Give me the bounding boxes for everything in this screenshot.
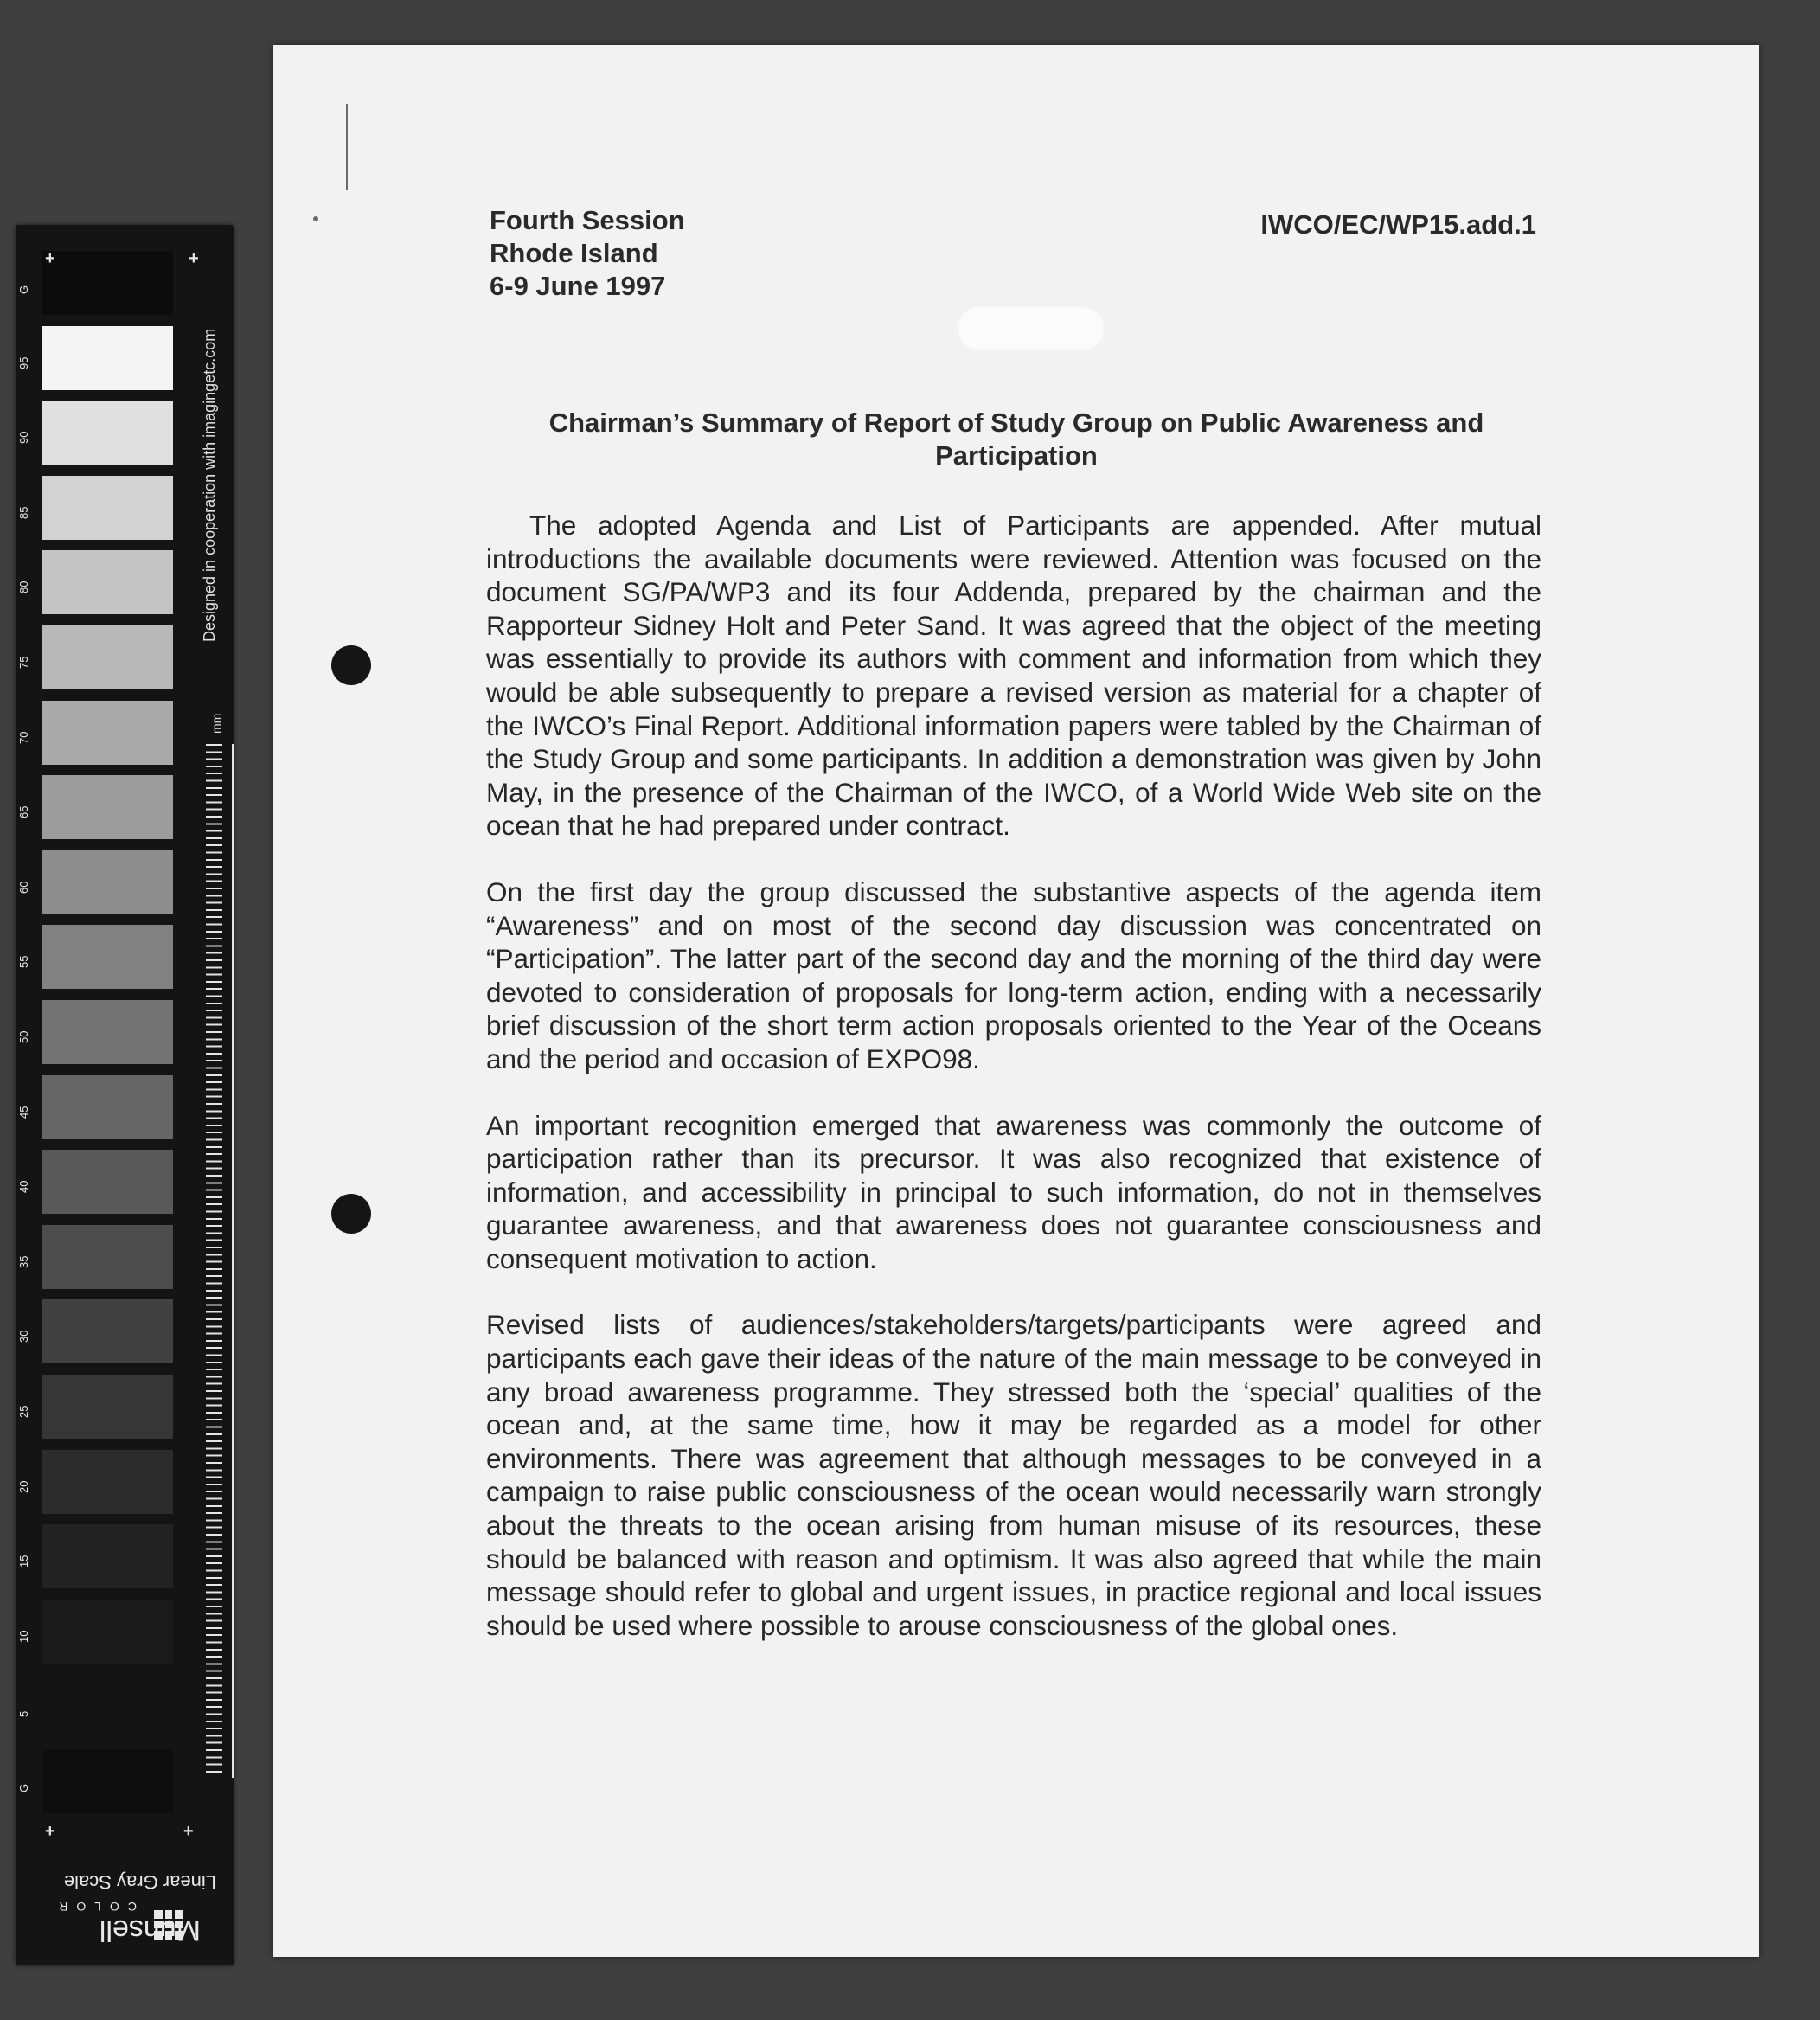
punch-hole xyxy=(331,645,371,685)
gray-patch xyxy=(42,1450,173,1514)
ruler-unit: mm xyxy=(209,713,223,734)
gray-patch xyxy=(42,850,173,914)
gray-patch-label: 50 xyxy=(17,1030,30,1043)
punch-hole xyxy=(331,1194,371,1234)
gray-patch xyxy=(42,1000,173,1064)
gray-patch xyxy=(42,1749,173,1813)
gray-patch xyxy=(42,925,173,989)
gray-patch xyxy=(42,701,173,765)
gray-patch-label: 75 xyxy=(17,656,30,669)
gray-patch-label: 35 xyxy=(17,1255,30,1268)
gray-patch xyxy=(42,775,173,839)
gray-patch xyxy=(42,1299,173,1363)
card-title: Linear Gray Scale xyxy=(63,1871,216,1893)
gray-patch xyxy=(42,326,173,390)
gray-patch-label: 30 xyxy=(17,1330,30,1343)
gray-patch xyxy=(42,625,173,689)
gray-patch-label: 55 xyxy=(17,955,30,969)
card-credit: Designed in cooperation with imagingetc.com xyxy=(201,328,218,642)
registration-mark: + xyxy=(45,1822,55,1841)
gray-patch-label: G xyxy=(17,285,30,294)
gray-patch xyxy=(42,550,173,614)
gray-patch-label: 15 xyxy=(17,1555,30,1568)
gray-patch-label: 90 xyxy=(17,431,30,445)
gray-patch xyxy=(42,1524,173,1588)
gray-patch xyxy=(42,1375,173,1439)
document-body xyxy=(486,509,1541,1675)
pen-mark xyxy=(346,104,348,190)
gray-patch-label: 5 xyxy=(17,1711,30,1718)
gray-patch-label: 80 xyxy=(17,580,30,594)
gray-patch-label: 60 xyxy=(17,881,30,894)
gray-patch xyxy=(42,1075,173,1139)
paragraph: On the first day the group discussed the substantive aspects of the agenda item “Awareness” and on most of the second day discussion was concentrated on “Participation”. The latter part of the second day and the morning of the third day were devoted to consideration of proposals for long-term action, ending with a necessarily brief discussion of the short term action proposals oriented to the Year of the Oceans and the period and occasion of EXPO98. xyxy=(486,875,1541,1074)
gray-patch xyxy=(42,1674,173,1738)
gray-patch-label: 20 xyxy=(17,1480,30,1493)
paragraph: An important recognition emerged that awareness was commonly the outcome of participation rather than its precursor. It was also recognized that existence of information, and accessibility in principal to such information, do not in themselves guarantee awareness, and that awareness does not guarantee consciousness and consequent motivation to action. xyxy=(486,1109,1541,1274)
gray-patch xyxy=(42,401,173,465)
registration-mark: + xyxy=(183,1822,194,1841)
gray-patch-label: 10 xyxy=(17,1630,30,1643)
paragraph: The adopted Agenda and List of Participants are appended. After mutual introductions the available documents were reviewed. Attention was focused on the document SG/PA/WP3 and its four Addenda, prepared by the chairman and the Rapporteur Sidney Holt and Peter Sand. It was agreed that the object of the meeting was essentially to provide its authors with comment and information from which they would be able subsequently to prepare a revised version as material for a chapter of the IWCO’s Final Report. Additional information papers were tabled by the Chairman of the Study Group and some participants. In addition a demonstration was given by John May, in the presence of the Chairman of the IWCO, of a World Wide Web site on the ocean that he had prepared under contract. xyxy=(486,510,1541,842)
session-info xyxy=(490,204,685,303)
gray-patch-label: 85 xyxy=(17,506,30,519)
gray-patch-label: 70 xyxy=(17,731,30,744)
pen-mark xyxy=(313,216,318,221)
gray-patch-label: 45 xyxy=(17,1106,30,1119)
ruler-edge xyxy=(232,744,234,1778)
gray-patch xyxy=(42,1150,173,1214)
gray-patch-label: 40 xyxy=(17,1180,30,1194)
location-line: Rhode Island xyxy=(490,238,658,268)
session-line: Fourth Session xyxy=(490,205,685,235)
correction-fluid-mark xyxy=(958,307,1104,350)
document-title: Chairman’s Summary of Report of Study Group on Public Awareness and Participation xyxy=(548,407,1484,471)
gray-patch-label: G xyxy=(17,1783,30,1792)
mm-ruler xyxy=(206,744,234,1778)
date-line: 6-9 June 1997 xyxy=(490,271,666,301)
gray-patch xyxy=(42,1600,173,1664)
paragraph: Revised lists of audiences/stakeholders/targets/participants were agreed and participants each gave their ideas of the nature of the main message to be conveyed in any broad awareness programme. They stressed both the ‘special’ qualities of the ocean and, at the same time, how it may be regarded as a model for other environments. There was agreement that although messages to be conveyed in a campaign to raise public consciousness of the ocean would necessarily warn strongly about the threats to the ocean arising from human misuse of its resources, these should be balanced with reason and optimism. It was also agreed that while the main message should refer to global and urgent issues, in practice regional and local issues should be used where possible to arouse consciousness of the global ones. xyxy=(486,1309,1541,1641)
gray-patch-label: 95 xyxy=(17,356,30,369)
brand-name: Munsell xyxy=(99,1914,201,1946)
gray-patch xyxy=(42,1225,173,1289)
brand-sub: COLOR xyxy=(50,1900,137,1914)
gray-patch-label: 65 xyxy=(17,805,30,819)
gray-patch-label: 25 xyxy=(17,1405,30,1418)
gray-patch xyxy=(42,476,173,540)
document-reference: IWCO/EC/WP15.add.1 xyxy=(1260,209,1536,240)
registration-mark: + xyxy=(45,249,55,268)
gray-patch xyxy=(42,251,173,315)
registration-mark: + xyxy=(189,249,199,268)
